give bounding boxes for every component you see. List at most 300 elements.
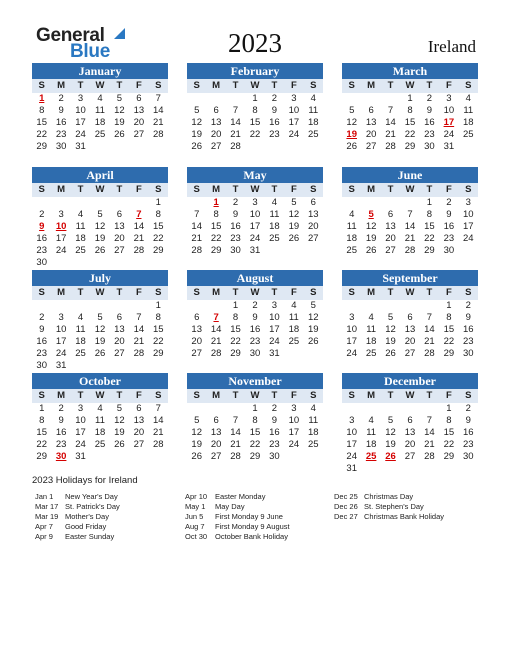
day-cell: 2 [271,93,278,104]
day-cell: 19 [94,336,106,347]
weekday-label: F [129,286,148,300]
weekday-label: M [51,183,70,197]
day-cell: 22 [443,336,455,347]
day-cell: 27 [210,141,222,152]
day-cell: 11 [346,221,357,232]
day-cell: 24 [443,129,455,140]
day-cell: 10 [288,105,300,116]
month-may [187,167,323,257]
weekday-label: S [459,183,478,197]
empty-day-cell [400,197,419,209]
weekday-label: S [149,79,168,93]
weekday-label: W [90,286,109,300]
day-cell: 7 [136,312,142,323]
day-cell: 16 [249,324,261,335]
day-cell: 10 [75,415,86,426]
day-cell: 25 [94,129,106,140]
empty-day-cell [206,403,225,415]
day-cell: 6 [368,105,374,116]
day-cell: 16 [424,117,435,128]
weekday-label: T [381,286,400,300]
day-cell: 26 [191,451,202,462]
day-cell: 18 [269,221,280,232]
day-cell: 12 [94,324,106,335]
day-cell: 21 [230,129,241,140]
day-cell: 25 [75,245,86,256]
month-february [187,63,323,153]
day-cell: 15 [230,324,241,335]
month-header: June [342,167,478,183]
day-cell: 23 [462,439,474,450]
weekday-label: S [187,79,206,93]
day-cell: 29 [404,141,416,152]
month-header: August [187,270,323,286]
day-cell: 20 [365,129,377,140]
empty-day-cell [51,197,70,209]
month-header: November [187,373,323,389]
day-cell: 9 [58,105,64,116]
weekday-label: T [381,183,400,197]
day-cell: 27 [114,348,125,359]
day-cell: 4 [77,312,84,323]
day-cell: 5 [349,105,355,116]
weekday-label: T [381,389,400,403]
holiday-day-cell: 1 [213,197,219,208]
day-cell: 20 [114,233,125,244]
day-cell: 26 [114,439,125,450]
day-cell: 25 [288,336,300,347]
holiday-row [334,512,444,522]
holiday-name: Christmas Day [364,492,414,501]
day-cell: 2 [465,403,471,414]
day-cell: 25 [462,129,474,140]
weekday-label: W [400,389,419,403]
holiday-row [35,522,120,532]
day-cell: 20 [133,117,145,128]
weekday-label: T [71,286,90,300]
month-august [187,270,323,360]
day-cell: 6 [407,415,413,426]
day-cell: 18 [94,117,106,128]
day-cell: 10 [55,324,67,335]
day-cell: 23 [443,233,455,244]
empty-day-cell [187,300,206,312]
weekday-label: T [265,183,284,197]
day-cell: 9 [232,209,239,220]
day-cell: 5 [116,93,123,104]
day-cell: 30 [230,245,241,256]
day-cell: 10 [346,427,357,438]
day-cell: 10 [462,209,474,220]
day-cell: 22 [152,233,164,244]
empty-day-cell [342,300,361,312]
day-cell: 14 [133,324,145,335]
day-cell: 8 [39,105,45,116]
day-cell: 17 [75,427,86,438]
day-cell: 13 [191,324,202,335]
holiday-day-cell: 26 [385,451,396,462]
day-cell: 5 [291,197,297,208]
empty-day-cell [71,197,90,209]
month-grid [187,389,323,463]
day-cell: 25 [75,348,86,359]
day-cell: 8 [252,105,258,116]
holiday-row [185,492,290,502]
day-cell: 29 [152,245,164,256]
day-cell: 17 [288,427,300,438]
weekday-label: M [51,286,70,300]
day-cell: 7 [426,312,433,323]
empty-day-cell [90,197,109,209]
day-cell: 27 [114,245,125,256]
holiday-date: Dec 25 [334,492,358,501]
weekday-label: M [206,286,225,300]
day-cell: 3 [465,197,471,208]
day-cell: 18 [365,439,377,450]
day-cell: 13 [307,209,319,220]
weekday-label: S [459,79,478,93]
weekday-label: F [439,389,458,403]
day-cell: 8 [446,312,452,323]
empty-day-cell [400,300,419,312]
weekday-label: W [400,79,419,93]
day-cell: 26 [346,141,357,152]
weekday-label: S [187,389,206,403]
empty-day-cell [361,300,380,312]
day-cell: 14 [230,117,241,128]
day-cell: 7 [387,105,394,116]
logo-triangle-icon [114,28,125,39]
day-cell: 11 [75,221,86,232]
day-cell: 28 [424,348,435,359]
day-cell: 20 [404,439,416,450]
weekday-label: T [71,183,90,197]
holiday-date: Mar 17 [35,502,59,511]
month-grid [187,183,323,257]
day-cell: 28 [210,348,222,359]
day-cell: 28 [191,245,202,256]
holiday-name: Good Friday [65,522,107,531]
empty-day-cell [206,300,225,312]
day-cell: 1 [252,403,258,414]
day-cell: 18 [307,117,319,128]
day-cell: 8 [155,312,161,323]
day-cell: 13 [133,105,145,116]
holiday-name: Easter Sunday [65,532,115,541]
day-cell: 17 [269,324,280,335]
day-cell: 4 [310,93,316,104]
day-cell: 11 [463,105,474,116]
day-cell: 24 [462,233,474,244]
day-cell: 13 [385,221,396,232]
calendar-country: Ireland [427,37,476,56]
day-cell: 12 [114,415,125,426]
day-cell: 7 [194,209,200,220]
holiday-row [185,502,290,512]
day-cell: 3 [349,415,355,426]
weekday-label: W [90,183,109,197]
empty-day-cell [342,93,361,105]
day-cell: 16 [269,427,280,438]
day-cell: 7 [407,209,413,220]
weekday-label: M [361,183,380,197]
weekday-label: M [206,183,225,197]
month-header: September [342,270,478,286]
day-cell: 6 [407,312,413,323]
holiday-name: St. Patrick's Day [65,502,120,511]
holiday-row [334,502,444,512]
weekday-label: M [361,79,380,93]
holiday-row [185,532,290,542]
day-cell: 3 [291,93,297,104]
day-cell: 24 [55,348,67,359]
day-cell: 3 [446,93,452,104]
month-grid [32,79,168,153]
day-cell: 19 [191,129,202,140]
day-cell: 19 [385,336,396,347]
day-cell: 23 [55,129,67,140]
empty-day-cell [381,300,400,312]
day-cell: 22 [36,129,47,140]
month-grid [342,79,478,153]
day-cell: 30 [36,360,47,371]
empty-day-cell [32,197,51,209]
day-cell: 15 [152,324,164,335]
month-header: May [187,167,323,183]
month-header: April [32,167,168,183]
day-cell: 1 [446,403,452,414]
weekday-label: S [187,286,206,300]
day-cell: 8 [232,312,239,323]
day-cell: 16 [443,221,455,232]
day-cell: 12 [191,427,202,438]
day-cell: 16 [36,233,47,244]
weekday-label: W [90,79,109,93]
day-cell: 30 [443,245,455,256]
weekday-label: T [110,79,129,93]
day-cell: 14 [191,221,202,232]
day-cell: 6 [213,105,219,116]
day-cell: 30 [55,141,67,152]
empty-day-cell [226,93,245,105]
weekday-label: T [71,389,90,403]
month-december [342,373,478,475]
day-cell: 2 [39,312,45,323]
holiday-row [334,492,444,502]
day-cell: 10 [443,105,455,116]
empty-day-cell [342,197,361,209]
empty-day-cell [381,403,400,415]
day-cell: 30 [424,141,435,152]
weekday-label: S [304,389,323,403]
day-cell: 30 [36,257,47,268]
day-cell: 11 [366,427,377,438]
day-cell: 10 [249,209,261,220]
holiday-date: May 1 [185,502,206,511]
day-cell: 21 [191,233,202,244]
month-november [187,373,323,463]
day-cell: 28 [424,451,435,462]
weekday-label: W [245,286,264,300]
day-cell: 15 [36,117,47,128]
day-cell: 27 [133,129,145,140]
day-cell: 8 [39,415,45,426]
day-cell: 28 [152,129,164,140]
day-cell: 31 [75,141,86,152]
day-cell: 21 [152,427,164,438]
day-cell: 16 [230,221,241,232]
day-cell: 10 [75,105,86,116]
day-cell: 9 [271,105,278,116]
day-cell: 17 [75,117,86,128]
day-cell: 6 [213,415,219,426]
weekday-label: M [361,286,380,300]
day-cell: 25 [307,129,319,140]
day-cell: 15 [424,221,435,232]
weekday-label: T [381,79,400,93]
day-cell: 11 [269,209,280,220]
day-cell: 15 [404,117,416,128]
day-cell: 16 [55,427,67,438]
day-cell: 1 [252,93,258,104]
holiday-day-cell: 30 [55,451,67,462]
holiday-day-cell: 10 [55,221,67,232]
weekday-label: T [110,183,129,197]
day-cell: 21 [133,336,145,347]
weekday-label: F [284,79,303,93]
weekday-label: S [304,79,323,93]
empty-day-cell [420,300,439,312]
day-cell: 4 [368,415,374,426]
holiday-day-cell: 9 [39,221,45,232]
day-cell: 24 [55,245,67,256]
day-cell: 26 [191,141,202,152]
day-cell: 17 [288,117,300,128]
day-cell: 26 [307,336,319,347]
day-cell: 31 [269,348,280,359]
empty-day-cell [110,197,129,209]
day-cell: 9 [39,324,45,335]
day-cell: 3 [58,312,64,323]
holiday-row [185,512,290,522]
day-cell: 11 [308,415,319,426]
day-cell: 14 [424,427,435,438]
day-cell: 5 [194,105,200,116]
day-cell: 1 [446,300,452,311]
day-cell: 18 [94,427,106,438]
day-cell: 5 [194,415,200,426]
day-cell: 8 [155,209,161,220]
day-cell: 10 [269,312,280,323]
weekday-label: S [304,183,323,197]
day-cell: 27 [365,141,377,152]
day-cell: 4 [77,209,84,220]
day-cell: 28 [133,245,145,256]
holiday-name: First Monday 9 June [215,512,283,521]
weekday-label: T [226,286,245,300]
holiday-name: Mother's Day [65,512,109,521]
day-cell: 21 [210,336,222,347]
weekday-label: S [342,389,361,403]
day-cell: 1 [155,197,161,208]
day-cell: 4 [310,403,316,414]
day-cell: 12 [385,324,396,335]
month-september [342,270,478,360]
day-cell: 2 [426,93,433,104]
holiday-day-cell: 7 [213,312,219,323]
day-cell: 18 [365,336,377,347]
day-cell: 11 [366,324,377,335]
day-cell: 25 [365,348,377,359]
holidays-title: 2023 Holidays for Ireland [32,475,138,486]
weekday-label: T [110,389,129,403]
day-cell: 3 [271,300,278,311]
day-cell: 12 [94,221,106,232]
holiday-column [334,492,444,522]
weekday-label: W [245,389,264,403]
day-cell: 22 [424,233,435,244]
weekday-label: F [129,183,148,197]
day-cell: 24 [288,439,300,450]
day-cell: 30 [462,348,474,359]
day-cell: 21 [133,233,145,244]
day-cell: 3 [58,209,64,220]
day-cell: 9 [271,415,278,426]
month-header: October [32,373,168,389]
day-cell: 30 [249,348,261,359]
month-header: January [32,63,168,79]
logo-general-text: General [36,25,105,46]
holiday-day-cell: 25 [365,451,377,462]
day-cell: 6 [136,403,142,414]
empty-day-cell [129,197,148,209]
day-cell: 28 [385,141,396,152]
day-cell: 17 [55,336,67,347]
day-cell: 26 [94,245,106,256]
month-grid [187,286,323,360]
day-cell: 18 [346,233,357,244]
day-cell: 19 [307,324,319,335]
day-cell: 6 [116,209,123,220]
day-cell: 6 [310,197,316,208]
holiday-name: Christmas Bank Holiday [364,512,445,521]
weekday-label: M [206,79,225,93]
day-cell: 21 [152,117,164,128]
month-grid [32,183,168,269]
empty-day-cell [342,403,361,415]
day-cell: 29 [424,245,435,256]
day-cell: 25 [346,245,357,256]
weekday-label: T [226,79,245,93]
day-cell: 9 [465,415,471,426]
day-cell: 2 [58,403,64,414]
day-cell: 3 [77,93,84,104]
day-cell: 26 [114,129,125,140]
empty-day-cell [226,403,245,415]
day-cell: 4 [465,93,471,104]
day-cell: 19 [385,439,396,450]
day-cell: 9 [465,312,471,323]
empty-day-cell [71,300,90,312]
weekday-label: M [51,389,70,403]
day-cell: 13 [404,324,416,335]
day-cell: 16 [36,336,47,347]
holiday-name: New Year's Day [65,492,118,501]
day-cell: 8 [407,105,413,116]
day-cell: 2 [232,197,239,208]
day-cell: 13 [114,324,125,335]
day-cell: 24 [269,336,280,347]
